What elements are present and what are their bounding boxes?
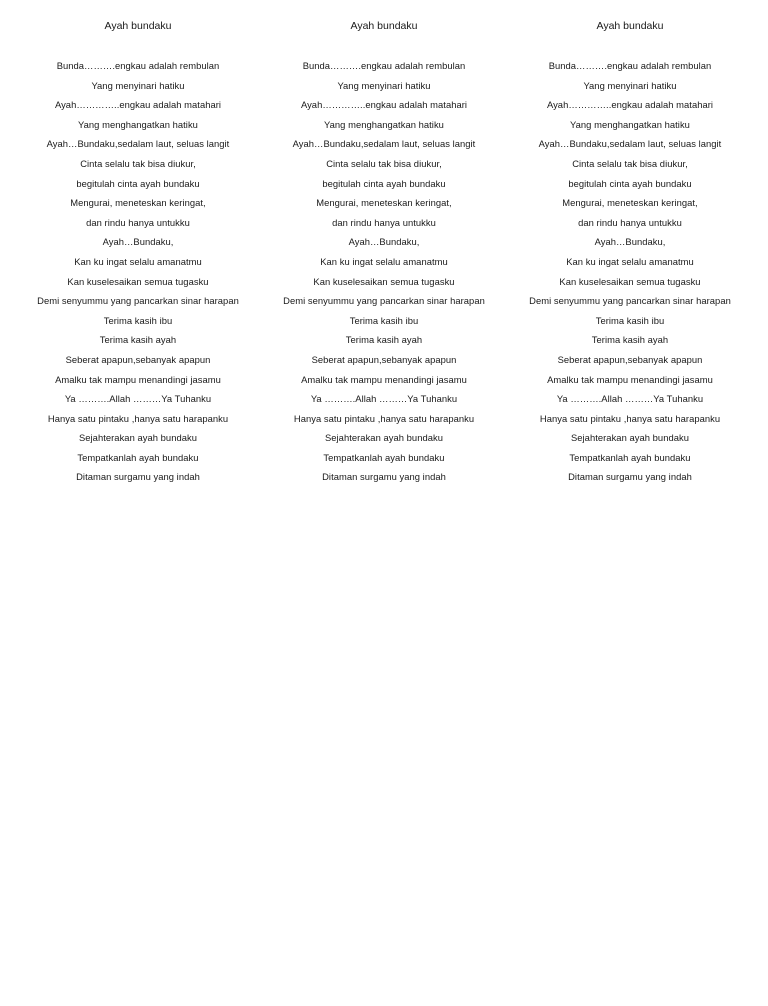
poem-line: Ya ……….Allah ………Ya Tuhanku	[64, 393, 212, 405]
poem-line: Ayah…Bundaku,	[594, 236, 666, 248]
poem-line: Ditaman surgamu yang indah	[76, 471, 200, 483]
poem-line: Terima kasih ibu	[595, 314, 665, 326]
poem-lines	[507, 59, 753, 490]
poem-line: Ditaman surgamu yang indah	[568, 471, 692, 483]
poem-line: begitulah cinta ayah bundaku	[76, 177, 200, 189]
poem-line: Amalku tak mampu menandingi jasamu	[301, 373, 467, 385]
poem-line: Seberat apapun,sebanyak apapun	[65, 353, 211, 365]
poem-line: Ayah…Bundaku,	[348, 236, 420, 248]
poem-line: Terima kasih ayah	[591, 334, 669, 346]
poem-line: Sejahterakan ayah bundaku	[570, 432, 689, 444]
poem-line: Ayah…………..engkau adalah matahari	[546, 99, 714, 111]
poem-line: Ayah…Bundaku,	[102, 236, 174, 248]
poem-title: Ayah bundaku	[596, 20, 664, 32]
poem-line: Demi senyummu yang pancarkan sinar harapan	[283, 295, 485, 307]
poem-line: Terima kasih ayah	[345, 334, 423, 346]
poem-line: Terima kasih ibu	[349, 314, 419, 326]
poem-line: Ya ……….Allah ………Ya Tuhanku	[556, 393, 704, 405]
poem-line: Kan kuselesaikan semua tugasku	[313, 275, 455, 287]
poem-line: Hanya satu pintaku ,hanya satu harapanku	[47, 412, 229, 424]
poem-line: Kan kuselesaikan semua tugasku	[559, 275, 701, 287]
poem-line: Kan ku ingat selalu amanatmu	[566, 255, 694, 267]
poem-line: Ayah…Bundaku,sedalam laut, seluas langit	[46, 138, 230, 150]
poem-line: Terima kasih ibu	[103, 314, 173, 326]
poem-line: Amalku tak mampu menandingi jasamu	[55, 373, 221, 385]
poem-line: Seberat apapun,sebanyak apapun	[557, 353, 703, 365]
poem-line: Bunda……….engkau adalah rembulan	[548, 60, 712, 71]
poem-title: Ayah bundaku	[104, 20, 172, 32]
poem-line: Seberat apapun,sebanyak apapun	[311, 353, 457, 365]
poem-lines	[15, 59, 261, 490]
poem-line: Ayah…………..engkau adalah matahari	[300, 99, 468, 111]
poem-line: begitulah cinta ayah bundaku	[568, 177, 692, 189]
poem-line: Cinta selalu tak bisa diukur,	[80, 157, 196, 169]
poem-line: Mengurai, meneteskan keringat,	[562, 197, 698, 209]
poem-line: Amalku tak mampu menandingi jasamu	[547, 373, 713, 385]
poem-line: Yang menyinari hatiku	[337, 79, 431, 91]
poem-line: dan rindu hanya untukku	[332, 216, 436, 228]
poem-title: Ayah bundaku	[350, 20, 418, 32]
poem-lines	[261, 59, 507, 490]
poem-line: Kan ku ingat selalu amanatmu	[320, 255, 448, 267]
poem-line: Demi senyummu yang pancarkan sinar harapan	[37, 295, 239, 307]
poem-line: Yang menyinari hatiku	[91, 79, 185, 91]
poem-line: Cinta selalu tak bisa diukur,	[572, 157, 688, 169]
poem-line: Sejahterakan ayah bundaku	[78, 432, 197, 444]
poem-line: Kan ku ingat selalu amanatmu	[74, 255, 202, 267]
poem-line: Ditaman surgamu yang indah	[322, 471, 446, 483]
poem-line: Hanya satu pintaku ,hanya satu harapanku	[293, 412, 475, 424]
poem-line: dan rindu hanya untukku	[86, 216, 190, 228]
poem-line: Yang menghangatkan hatiku	[78, 118, 198, 130]
poem-line: Yang menghangatkan hatiku	[570, 118, 690, 130]
poem-line: Bunda……….engkau adalah rembulan	[302, 60, 466, 71]
poem-line: Terima kasih ayah	[99, 334, 177, 346]
poem-line: Cinta selalu tak bisa diukur,	[326, 157, 442, 169]
poem-line: Sejahterakan ayah bundaku	[324, 432, 443, 444]
poem-line: Tempatkanlah ayah bundaku	[323, 451, 445, 463]
poem-line: begitulah cinta ayah bundaku	[322, 177, 446, 189]
poem-line: Tempatkanlah ayah bundaku	[77, 451, 199, 463]
poem-line: Ayah…Bundaku,sedalam laut, seluas langit	[292, 138, 476, 150]
poem-line: Kan kuselesaikan semua tugasku	[67, 275, 209, 287]
poem-line: Ayah…………..engkau adalah matahari	[54, 99, 222, 111]
poem-line: Mengurai, meneteskan keringat,	[70, 197, 206, 209]
poem-line: Demi senyummu yang pancarkan sinar harapan	[529, 295, 731, 307]
poem-line: Bunda……….engkau adalah rembulan	[56, 60, 220, 71]
poem-line: Yang menyinari hatiku	[583, 79, 677, 91]
poem-line: Hanya satu pintaku ,hanya satu harapanku	[539, 412, 721, 424]
poem-line: Tempatkanlah ayah bundaku	[569, 451, 691, 463]
poem-line: Ya ……….Allah ………Ya Tuhanku	[310, 393, 458, 405]
poem-line: Ayah…Bundaku,sedalam laut, seluas langit	[538, 138, 722, 150]
poem-line: Yang menghangatkan hatiku	[324, 118, 444, 130]
poem-line: dan rindu hanya untukku	[578, 216, 682, 228]
poem-line: Mengurai, meneteskan keringat,	[316, 197, 452, 209]
